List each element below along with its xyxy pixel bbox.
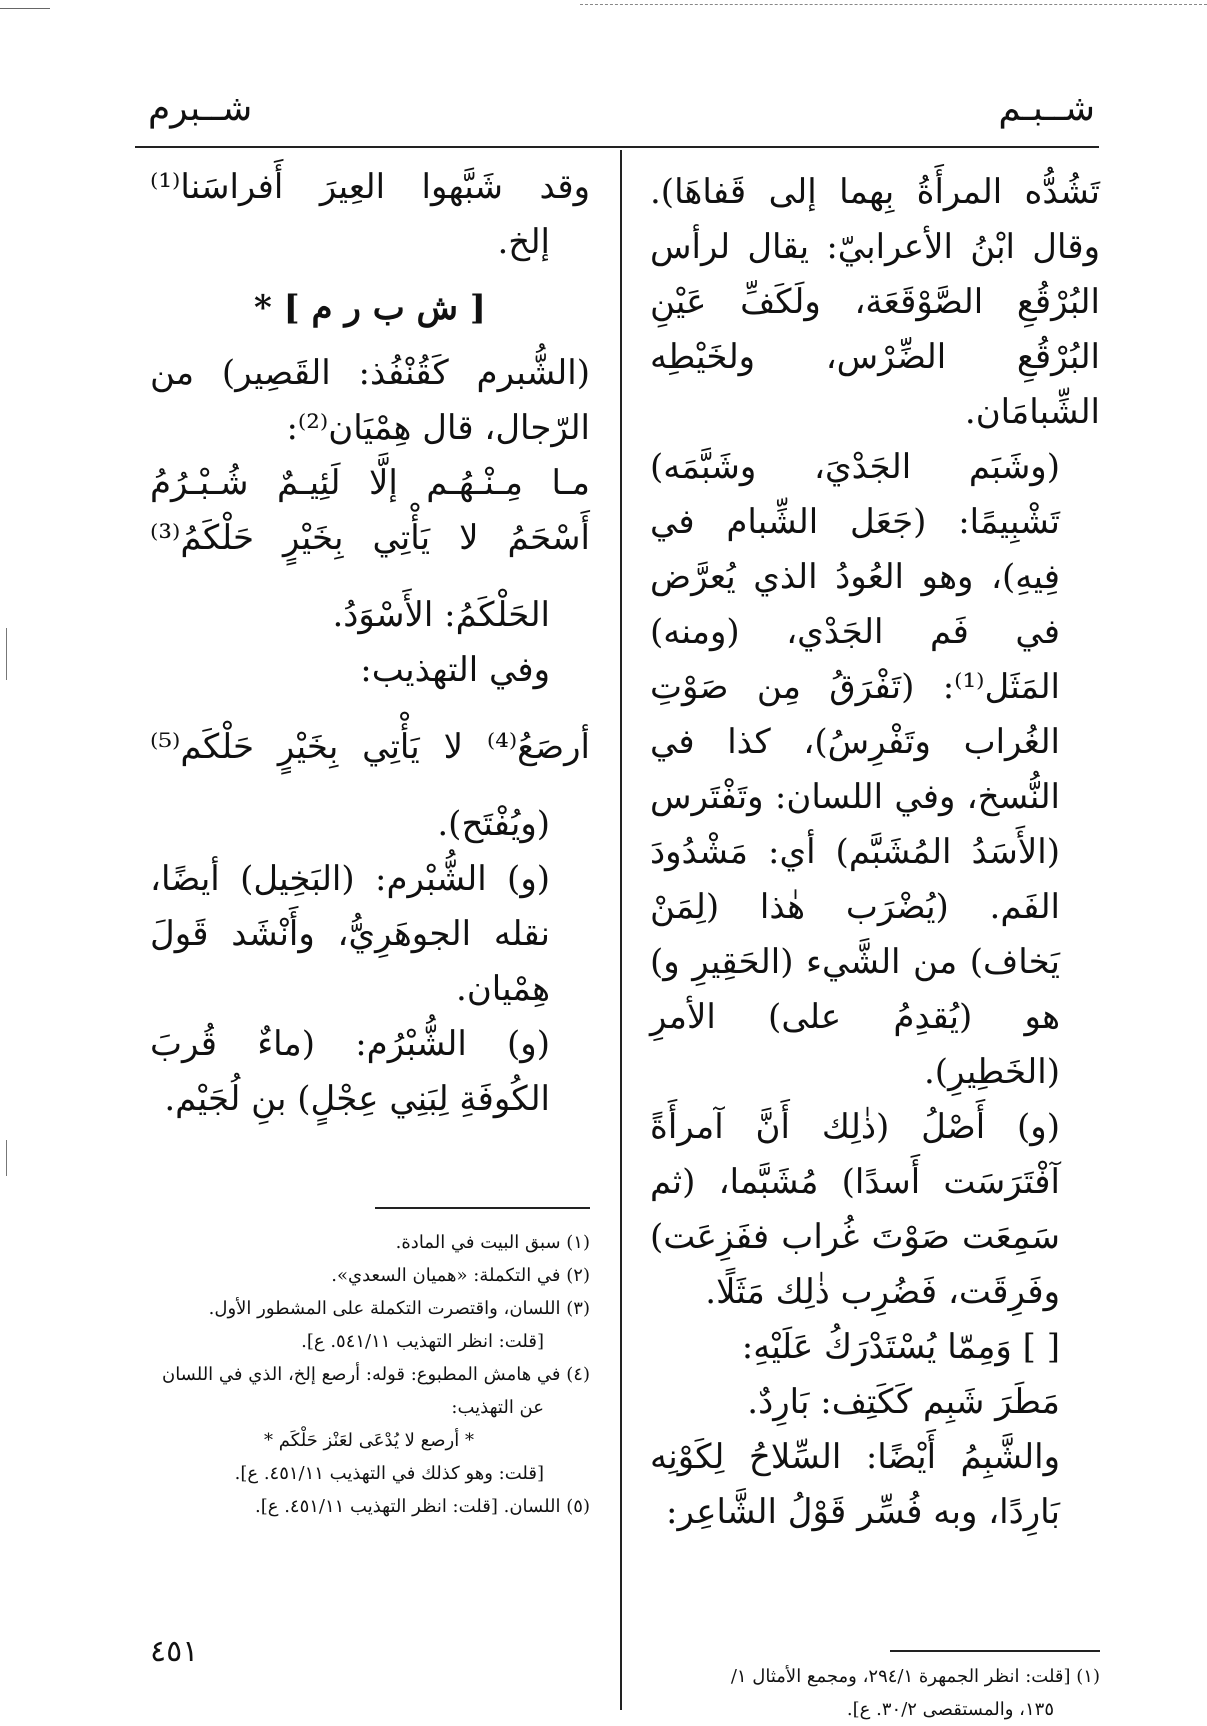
footnote-number: (٥) (566, 1496, 590, 1517)
page-number: ٤٥١ (150, 1634, 199, 1669)
entry-heading: [ ش ب ر م ] * (254, 288, 486, 328)
footnote-text: في هامش المطبوع: قوله: أرصع إلخ، الذي في اللسان (161, 1364, 561, 1385)
footnote-text: في التكملة: «هميان السعدي». (331, 1265, 561, 1286)
margin-mark (6, 628, 7, 680)
addendum-heading: [ ] وَمِمّا يُسْتَدْرَكُ عَلَيْهِ: (741, 1327, 1060, 1367)
footnote-number: (١) (566, 1232, 590, 1253)
footnote-continuation: [قلت: وهو كذلك في التهذيب ٤٥١/١١. ع]. (234, 1463, 544, 1484)
footnote-continuation: ١٣٥، والمستقصى ٣٠/٢. ع]. (846, 1699, 1054, 1720)
paragraph: والشَّبِمُ أَيْضًا: السِّلاحُ لِكَوْنِه بَارِدًا، وبه فُسِّر قَوْلُ الشَّاعِر: (650, 1437, 1060, 1532)
left-column (150, 160, 590, 1127)
margin-mark (6, 1140, 7, 1176)
paragraph: (و) الشُّبْرُم: (ماءٌ قُربَ الكُوفَةِ لِبَنِي عِجْلٍ) بنِ لُجَيْم. (150, 1024, 550, 1119)
footnote-number: (٤) (566, 1364, 590, 1385)
paragraph: (ويُفْتَح). (437, 804, 550, 844)
header-right-word: شــبـم (998, 88, 1095, 129)
footnote-verse: * أرصع لا يُدْعَى لعَنْز حَلْكَم * (264, 1430, 474, 1451)
paragraph: (وشَبَم الجَدْيَ، وشَبَّمَه) تَشْبِيمًا: (جَعَل الشِّبام في فِيهِ)، وهو العُودُ الذي يُعرَّض في فَم الجَدْي، (ومنه) المَثَل⁽¹⁾: (تَفْرَقُ مِن صَوْتِ الغُراب وتَفْرِسُ)، كذا في النُّسخ، وفي اللسان: وتَفْتَرس (الأَسَدُ المُشَبَّم) أي: مَشْدُودَ الفَم. (يُضْرَب هٰذا (لِمَنْ يَخاف) من الشَّيء (الحَقِيرِ و) هو (يُقدِمُ على) الأمرِ (الخَطِيرِ). (650, 447, 1060, 1092)
footnote-number: (١) (1076, 1666, 1100, 1687)
right-column (650, 165, 1100, 1540)
footnote (148, 1226, 590, 1259)
column-divider (620, 150, 622, 1710)
footnote (148, 1292, 590, 1325)
paragraph: (و) أَصْلُ (ذٰلِك أَنَّ آمرأَةً آفْتَرَسَت أَسدًا) مُشَبَّما، (ثم سَمِعَت صَوْتَ غُراب ففَزِعَت) وفَرِقَت، فَضُرِب ذٰلِك مَثَلًا. (650, 1107, 1060, 1312)
footnotes-left (148, 1226, 590, 1523)
header-rule (135, 146, 1099, 148)
corner-line (0, 8, 50, 9)
top-scan-artifact (580, 4, 1207, 5)
footnote (650, 1660, 1100, 1693)
verse-ellipsis: إلخ. (497, 222, 550, 262)
footnote-number: (٢) (566, 1265, 590, 1286)
paragraph: مَطَرَ شَبِم كَكَتِف: بَارِدٌ. (747, 1382, 1060, 1422)
verse-line: أرصَعُ⁽⁴⁾ لا يَأْتِي بِخَيْرٍ حَلْكَم⁽⁵⁾ (150, 727, 590, 767)
footnote-rule (375, 1207, 590, 1209)
paragraph: الحَلْكَمُ: الأَسْوَدُ. (332, 595, 550, 635)
footnote (148, 1490, 590, 1523)
paragraph: وفي التهذيب: (360, 650, 550, 690)
footnote (148, 1259, 590, 1292)
footnote-number: (٣) (566, 1298, 590, 1319)
footnote-text: [قلت: انظر الجمهرة ٢٩٤/١، ومجمع الأمثال ١/ (730, 1666, 1071, 1687)
footnote-continuation: [قلت: انظر التهذيب ٥٤١/١١. ع]. (301, 1331, 544, 1352)
verse-line: أَسْحَمُ لا يَأْتِي بِخَيْرٍ حَلْكَمُ⁽³⁾ (150, 518, 590, 558)
footnote-text: سبق البيت في المادة. (395, 1232, 561, 1253)
footnote-continuation: عن التهذيب: (451, 1397, 544, 1418)
footnote-text: اللسان، واقتصرت التكملة على المشطور الأول. (208, 1298, 561, 1319)
paragraph: تَشُدُّه المرأَةُ بِهما إلى قَفاهَا). وقال ابْنُ الأعرابيّ: يقال لرأس البُرْقُعِ الصَّوْقَعَة، ولَكَفِّ عَيْنِ البُرْقُعِ الضِّرْس، ولخَيْطِه الشِّبامَان. (650, 172, 1100, 432)
paragraph: (الشُّبرم كَقُنْفُذ: القَصِير) من الرّجال، قال هِمْيَان⁽²⁾: (150, 353, 590, 448)
header-left-word: شــبرم (148, 88, 253, 129)
verse-line: مـا مِـنْـهُـم إلَّا لَئِيـمٌ شُـبْـرُمُ (150, 463, 590, 503)
footnotes-right (650, 1660, 1100, 1726)
paragraph: (و) الشُّبْرم: (البَخِيل) أيضًا، نقله الجوهَرِيُّ، وأَنْشَد قَولَ هِمْيان. (150, 859, 550, 1009)
footnote-rule (890, 1650, 1100, 1652)
verse-line: وقد شَبَّهوا العِيرَ أَفراسَنا⁽¹⁾ (150, 167, 590, 207)
footnote (148, 1358, 590, 1391)
footnote-text: اللسان. [قلت: انظر التهذيب ٤٥١/١١. ع]. (254, 1496, 561, 1517)
